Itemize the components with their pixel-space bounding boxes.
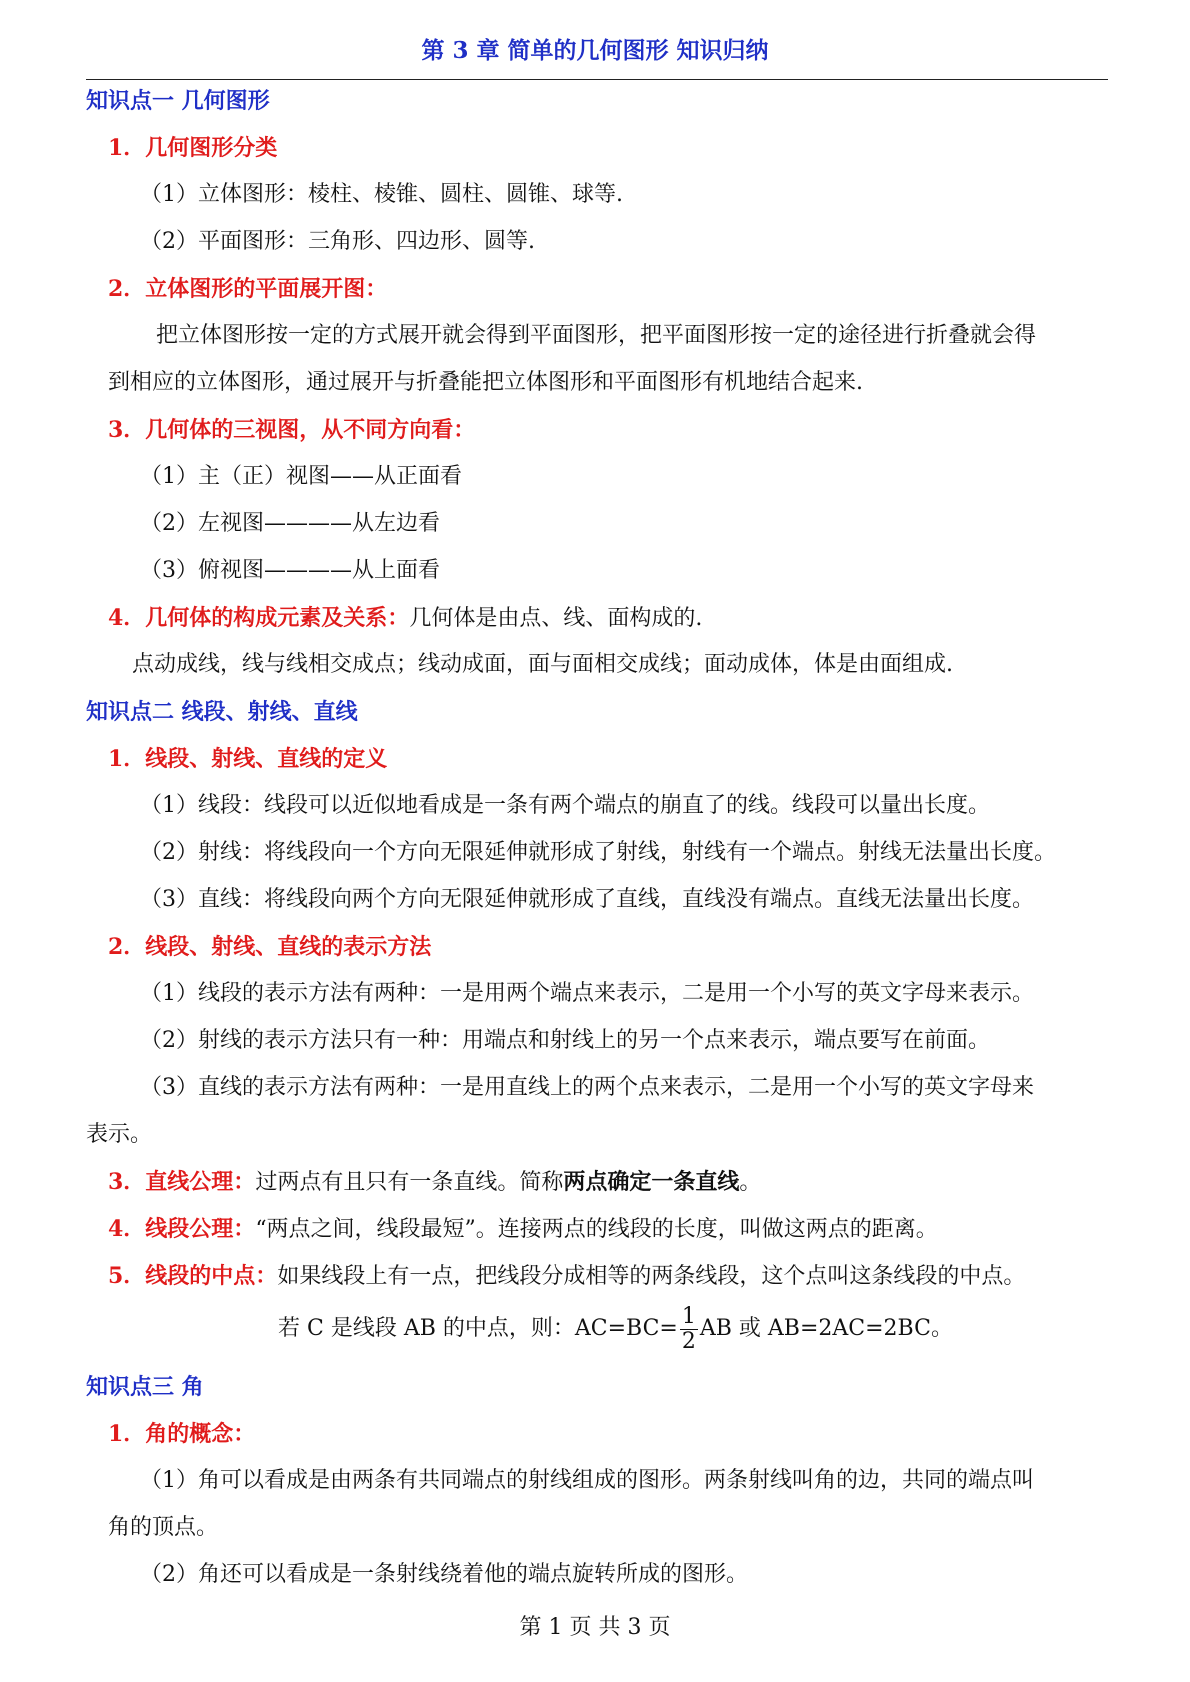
document-title: 第 3 章 简单的几何图形 知识归纳 [421,37,769,64]
s2-item3-text: 过两点有且只有一条直线。简称 [255,1170,564,1195]
fraction-denominator: 2 [681,1328,696,1354]
s2-item3-bold: 两点确定一条直线 [563,1169,740,1195]
page-footer: 第 1 页 共 3 页 [519,1615,671,1640]
s3-item1-p1b: 角的顶点。 [108,1515,219,1540]
s1-item3-p3: （3）俯视图————从上面看 [140,558,440,583]
formula-post: AB 或 AB=2AC=2BC。 [699,1316,953,1341]
fraction-one-half [680,1305,698,1354]
s3-item1-label: 1．角的概念： [108,1421,256,1447]
s2-item3-label: 3．直线公理： [108,1169,256,1195]
section3-heading: 知识点三 角 [86,1374,204,1400]
s2-item2-p1: （1）线段的表示方法有两种：一是用两个端点来表示，二是用一个小写的英文字母来表示。 [140,981,1035,1006]
s2-item3 [108,1167,761,1198]
title-rule [86,79,1108,80]
s3-item1-p2: （2）角还可以看成是一条射线绕着他的端点旋转所成的图形。 [140,1562,748,1587]
s1-item4-label: 4．几何体的构成元素及关系： [108,605,410,631]
s1-item1-label: 1．几何图形分类 [108,135,278,161]
s2-item2-p2: （2）射线的表示方法只有一种：用端点和射线上的另一个点来表示，端点要写在前面。 [140,1028,990,1053]
s1-item1-p2: （2）平面图形：三角形、四边形、圆等. [140,229,535,254]
s1-item2-l2: 到相应的立体图形，通过展开与折叠能把立体图形和平面图形有机地结合起来. [108,370,863,395]
s2-item5 [108,1261,1025,1292]
s1-item2-l1: 把立体图形按一定的方式展开就会得到平面图形，把平面图形按一定的途径进行折叠就会得 [156,323,1037,348]
s3-item1-p1: （1）角可以看成是由两条有共同端点的射线组成的图形。两条射线叫角的边，共同的端点叫 [140,1468,1035,1493]
s2-item5-label: 5．线段的中点： [108,1263,278,1289]
s1-item4-text: 几何体是由点、线、面构成的. [409,606,703,631]
formula-pre: 若 C 是线段 AB 的中点，则：AC=BC= [278,1316,678,1341]
section1-heading: 知识点一 几何图形 [86,88,270,114]
s1-item1-p1: （1）立体图形：棱柱、棱锥、圆柱、圆锥、球等. [140,182,623,207]
s1-item3-label: 3．几何体的三视图，从不同方向看： [108,417,476,443]
s2-item1-p3: （3）直线：将线段向两个方向无限延伸就形成了直线，直线没有端点。直线无法量出长度。 [140,887,1035,912]
s2-item3-end: 。 [739,1170,762,1195]
s1-item4 [108,603,702,634]
s1-item2-label: 2．立体图形的平面展开图： [108,276,388,302]
s1-item3-p2: （2）左视图————从左边看 [140,511,440,536]
s2-item2-label: 2．线段、射线、直线的表示方法 [108,934,432,960]
s2-item5-text: 如果线段上有一点，把线段分成相等的两条线段，这个点叫这条线段的中点。 [277,1264,1026,1289]
s2-item1-p1: （1）线段：线段可以近似地看成是一条有两个端点的崩直了的线。线段可以量出长度。 [140,793,990,818]
s2-item4-label: 4．线段公理： [108,1216,256,1242]
s2-item4-text: “两点之间，线段最短”。连接两点的线段的长度，叫做这两点的距离。 [255,1217,938,1242]
s2-item1-p2: （2）射线：将线段向一个方向无限延伸就形成了射线，射线有一个端点。射线无法量出长度。 [140,840,1057,865]
s2-item2-p3b: 表示。 [86,1122,153,1147]
s2-item4 [108,1214,938,1245]
s1-item3-p1: （1）主（正）视图——从正面看 [140,464,462,489]
midpoint-formula [278,1300,953,1358]
section2-heading: 知识点二 线段、射线、直线 [86,699,358,725]
s1-item4-l2: 点动成线，线与线相交成点；线动成面，面与面相交成线；面动成体，体是由面组成. [132,652,953,677]
s2-item2-p3: （3）直线的表示方法有两种：一是用直线上的两个点来表示，二是用一个小写的英文字母来 [140,1075,1035,1100]
s2-item1-label: 1．线段、射线、直线的定义 [108,746,388,772]
fraction-numerator: 1 [681,1303,696,1329]
